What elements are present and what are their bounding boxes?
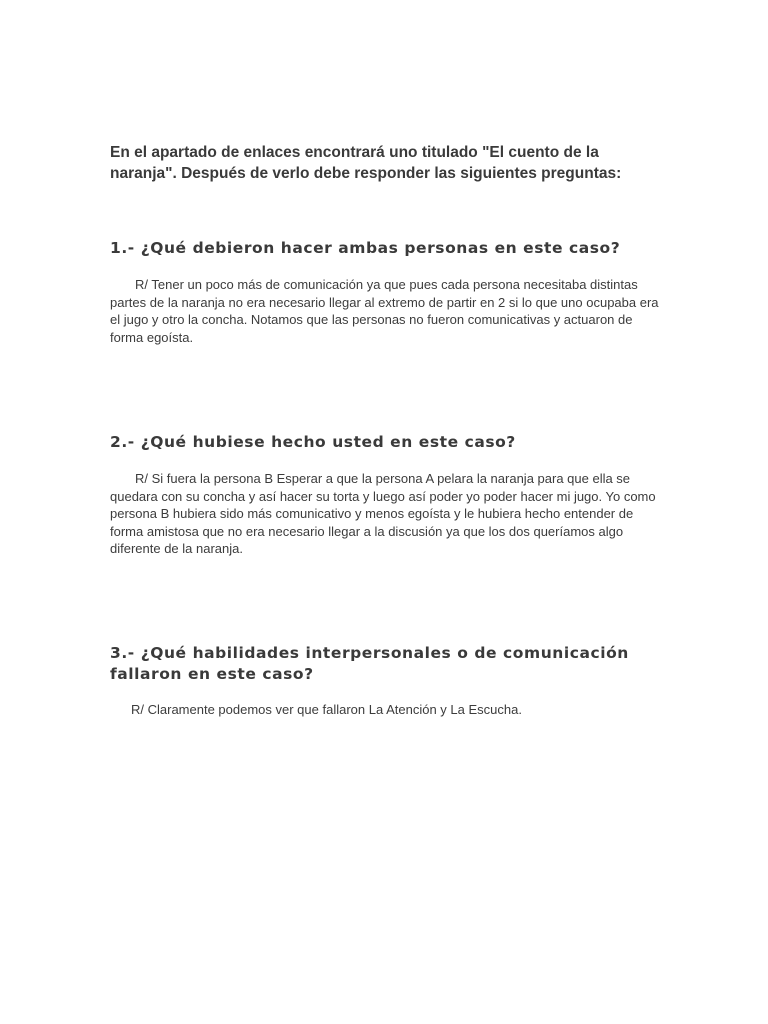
question-3-heading: 3.- ¿Qué habilidades interpersonales o de comunicación fallaron en este caso?	[110, 644, 629, 683]
question-2-heading: 2.- ¿Qué hubiese hecho usted en este caso?	[110, 433, 516, 451]
answer-2-paragraph: R/ Si fuera la persona B Esperar a que la persona A pelara la naranja para que ella se quedara con su concha y así hacer su torta y luego así poder yo poder hacer mi jugo. Yo como persona B hubiera sido más comunicativo y menos egoísta y le hubiera hecho entender de forma amistosa que no era necesario llegar a la discusión ya que los dos queríamos algo diferente de la naranja.	[110, 471, 656, 556]
answer-1-paragraph: R/ Tener un poco más de comunicación ya que pues cada persona necesitaba distintas partes de la naranja no era necesario llegar al extremo de partir en 2 si lo que uno ocupaba era el jugo y otro la concha. Notamos que las personas no fueron comunicativas y actuaron de forma egoísta.	[110, 277, 659, 345]
answer-3-paragraph: R/ Claramente podemos ver que fallaron La Atención y La Escucha.	[131, 702, 522, 717]
intro-paragraph: En el apartado de enlaces encontrará uno titulado "El cuento de la naranja". Después de verlo debe responder las siguientes preguntas:	[110, 144, 622, 182]
question-1-heading: 1.- ¿Qué debieron hacer ambas personas en este caso?	[110, 239, 621, 257]
